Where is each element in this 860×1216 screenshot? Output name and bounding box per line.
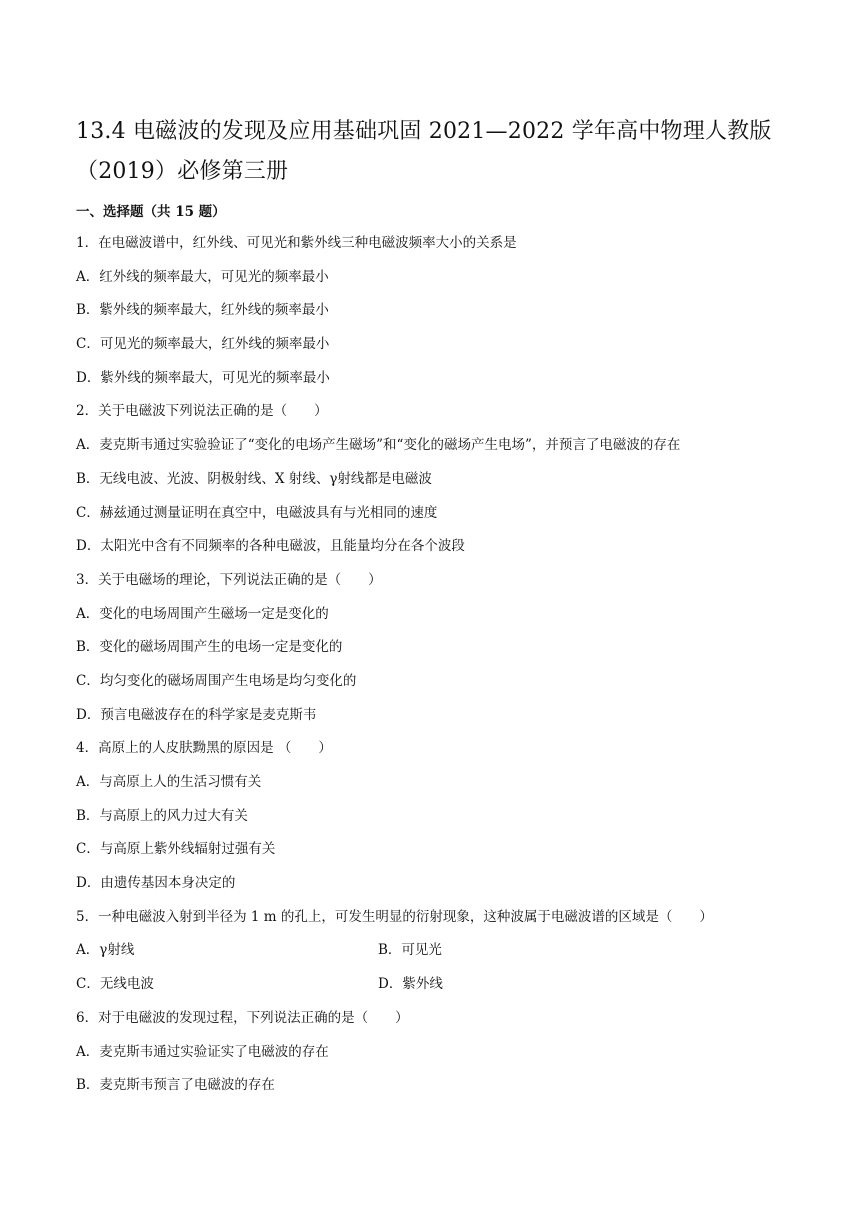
- answer-option: C．可见光的频率最大，红外线的频率最小: [76, 336, 330, 353]
- document-title: 13.4 电磁波的发现及应用基础巩固 2021—2022 学年高中物理人教版（2019）必修第三册: [76, 119, 772, 184]
- question-stem: 4．高原上的人皮肤黝黑的原因是 （ ）: [76, 740, 332, 757]
- answer-option: C．与高原上紫外线辐射过强有关: [76, 841, 276, 858]
- answer-option: D．太阳光中含有不同频率的各种电磁波，且能量均分在各个波段: [76, 538, 465, 555]
- answer-option: C．赫兹通过测量证明在真空中，电磁波具有与光相同的速度: [76, 504, 438, 521]
- question-stem: 3．关于电磁场的理论，下列说法正确的是（ ）: [76, 571, 382, 588]
- answer-option: A．红外线的频率最大，可见光的频率最小: [76, 268, 329, 285]
- question-stem: 6．对于电磁波的发现过程，下列说法正确的是（ ）: [76, 1009, 409, 1026]
- answer-option: A．与高原上人的生活习惯有关: [76, 774, 262, 790]
- answer-option: D．预言电磁波存在的科学家是麦克斯韦: [76, 706, 317, 723]
- answer-option: D．紫外线的频率最大，可见光的频率最小: [76, 369, 330, 386]
- answer-option: A．γ射线: [76, 942, 135, 959]
- answer-option-row: [76, 940, 796, 974]
- answer-option: B．变化的磁场周围产生的电场一定是变化的: [76, 639, 343, 656]
- section-heading: 一、选择题（共 15 题）: [76, 204, 226, 220]
- answer-option-row: [76, 974, 796, 1008]
- answer-option: C．无线电波: [76, 976, 154, 993]
- answer-option: C．均匀变化的磁场周围产生电场是均匀变化的: [76, 672, 357, 689]
- question-stem: 1．在电磁波谱中，红外线、可见光和紫外线三种电磁波频率大小的关系是: [76, 235, 517, 251]
- answer-option: A．麦克斯韦通过实验验证了“变化的电场产生磁场”和“变化的磁场产生电场”，并预言了电磁波的存在: [76, 437, 681, 454]
- answer-option: B．与高原上的风力过大有关: [76, 807, 248, 824]
- answer-option: B．麦克斯韦预言了电磁波的存在: [76, 1077, 275, 1094]
- answer-option: A．麦克斯韦通过实验证实了电磁波的存在: [76, 1043, 329, 1060]
- answer-option: D．由遗传基因本身决定的: [76, 875, 236, 892]
- answer-option: B．无线电波、光波、阴极射线、X 射线、γ射线都是电磁波: [76, 470, 432, 487]
- question-stem: 2．关于电磁波下列说法正确的是（ ）: [76, 403, 328, 420]
- answer-option: B．紫外线的频率最大，红外线的频率最小: [76, 302, 329, 319]
- answer-option: A．变化的电场周围产生磁场一定是变化的: [76, 605, 329, 622]
- answer-option: D．紫外线: [378, 976, 443, 993]
- answer-option: B．可见光: [378, 942, 442, 959]
- question-stem: 5．一种电磁波入射到半径为 1 m 的孔上，可发生明显的衍射现象，这种波属于电磁波谱的区域是（ ）: [76, 908, 713, 925]
- question-list: [76, 233, 796, 1109]
